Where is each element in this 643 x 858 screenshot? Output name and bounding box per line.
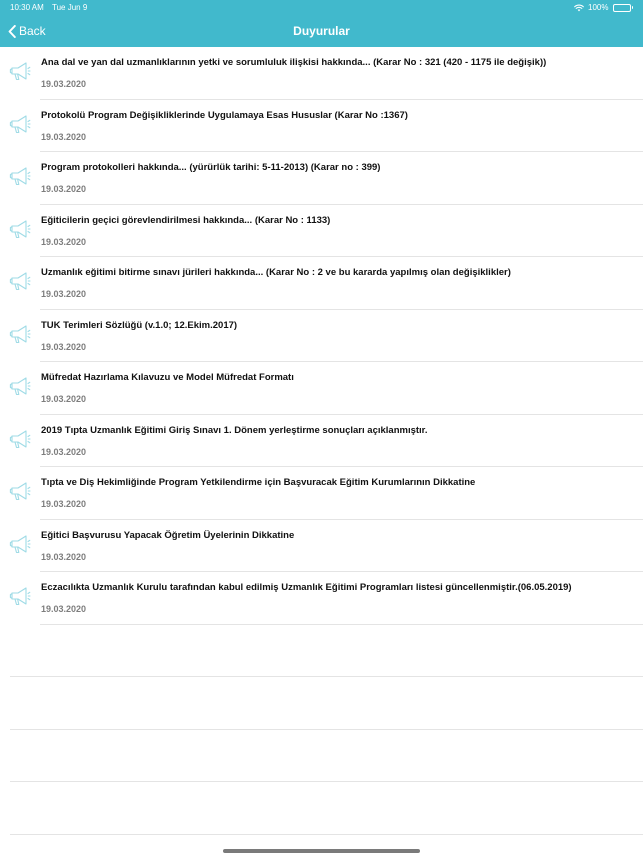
megaphone-icon	[7, 532, 31, 556]
wifi-icon	[574, 4, 584, 12]
announcement-title: 2019 Tıpta Uzmanlık Eğitimi Giriş Sınavı 1. Dönem yerleştirme sonuçları açıklanmıştır.	[41, 424, 428, 436]
announcement-title: Müfredat Hazırlama Kılavuzu ve Model Müfredat Formatı	[41, 372, 294, 383]
announcement-item[interactable]	[0, 572, 643, 625]
announcement-date: 19.03.2020	[41, 446, 87, 457]
status-bar	[0, 0, 643, 15]
navigation-header	[0, 0, 643, 47]
announcement-title: Eczacılıkta Uzmanlık Kurulu tarafından kabul edilmiş Uzmanlık Eğitimi Programları listesi güncellenmiştir.(06.05.2019)	[41, 582, 572, 593]
announcement-title: Program protokolleri hakkında... (yürürlük tarihi: 5-11-2013) (Karar no : 399)	[41, 162, 381, 173]
back-label: Back	[19, 24, 46, 38]
status-date: Tue Jun 9	[52, 3, 88, 12]
announcement-date: 19.03.2020	[41, 394, 87, 404]
announcement-title: Protokolü Program Değişikliklerinde Uygulamaya Esas Hususlar (Karar No :1367)	[41, 109, 408, 121]
battery-icon	[613, 4, 634, 12]
announcement-title: Eğiticilerin geçici görevlendirilmesi hakkında... (Karar No : 1133)	[41, 214, 331, 226]
empty-row	[0, 625, 643, 678]
page-title: Duyurular	[293, 24, 350, 38]
announcement-title: Uzmanlık eğitimi bitirme sınavı jürileri hakkında... (Karar No : 2 ve bu kararda yapılmış olan değişiklikler)	[41, 267, 511, 278]
battery-percent: 100%	[588, 3, 609, 12]
announcement-item[interactable]	[0, 100, 643, 153]
announcement-item[interactable]	[0, 310, 643, 363]
megaphone-icon	[7, 59, 31, 83]
announcement-date: 19.03.2020	[41, 79, 87, 89]
megaphone-icon	[7, 112, 31, 136]
back-button[interactable]	[8, 22, 46, 40]
announcement-title: Eğitici Başvurusu Yapacak Öğretim Üyelerinin Dikkatine	[41, 529, 295, 541]
announcement-date: 19.03.2020	[41, 236, 87, 247]
chevron-left-icon	[8, 25, 16, 38]
announcement-date: 19.03.2020	[41, 551, 87, 562]
announcement-date: 19.03.2020	[41, 184, 87, 194]
announcement-item[interactable]	[0, 257, 643, 310]
announcement-date: 19.03.2020	[41, 289, 87, 299]
row-divider	[10, 834, 643, 835]
announcement-item[interactable]	[0, 520, 643, 573]
announcement-item[interactable]	[0, 467, 643, 520]
announcement-item[interactable]	[0, 362, 643, 415]
announcement-item[interactable]	[0, 415, 643, 468]
empty-row	[0, 677, 643, 730]
megaphone-icon	[7, 164, 31, 188]
megaphone-icon	[7, 217, 31, 241]
empty-row	[0, 730, 643, 783]
megaphone-icon	[7, 479, 31, 503]
home-indicator[interactable]	[223, 849, 420, 853]
megaphone-icon	[7, 322, 31, 346]
megaphone-icon	[7, 584, 31, 608]
announcement-date: 19.03.2020	[41, 131, 87, 142]
status-time: 10:30 AM	[10, 3, 44, 12]
megaphone-icon	[7, 269, 31, 293]
announcement-item[interactable]	[0, 152, 643, 205]
announcement-date: 19.03.2020	[41, 499, 87, 509]
announcement-title: Tıpta ve Diş Hekimliğinde Program Yetkilendirme için Başvuracak Eğitim Kurumlarının Dikkatine	[41, 477, 476, 488]
announcement-title: TUK Terimleri Sözlüğü (v.1.0; 12.Ekim.2017)	[41, 319, 238, 331]
megaphone-icon	[7, 374, 31, 398]
announcement-title: Ana dal ve yan dal uzmanlıklarının yetki ve sorumluluk ilişkisi hakkında... (Karar No : 321 (420 - 1175 ile değişik))	[41, 57, 547, 68]
status-indicators	[574, 0, 633, 15]
announcement-date: 19.03.2020	[41, 341, 87, 352]
announcement-list	[0, 47, 643, 835]
megaphone-icon	[7, 427, 31, 451]
announcement-date: 19.03.2020	[41, 604, 87, 614]
empty-row	[0, 782, 643, 835]
announcement-item[interactable]	[0, 47, 643, 100]
announcement-item[interactable]	[0, 205, 643, 258]
